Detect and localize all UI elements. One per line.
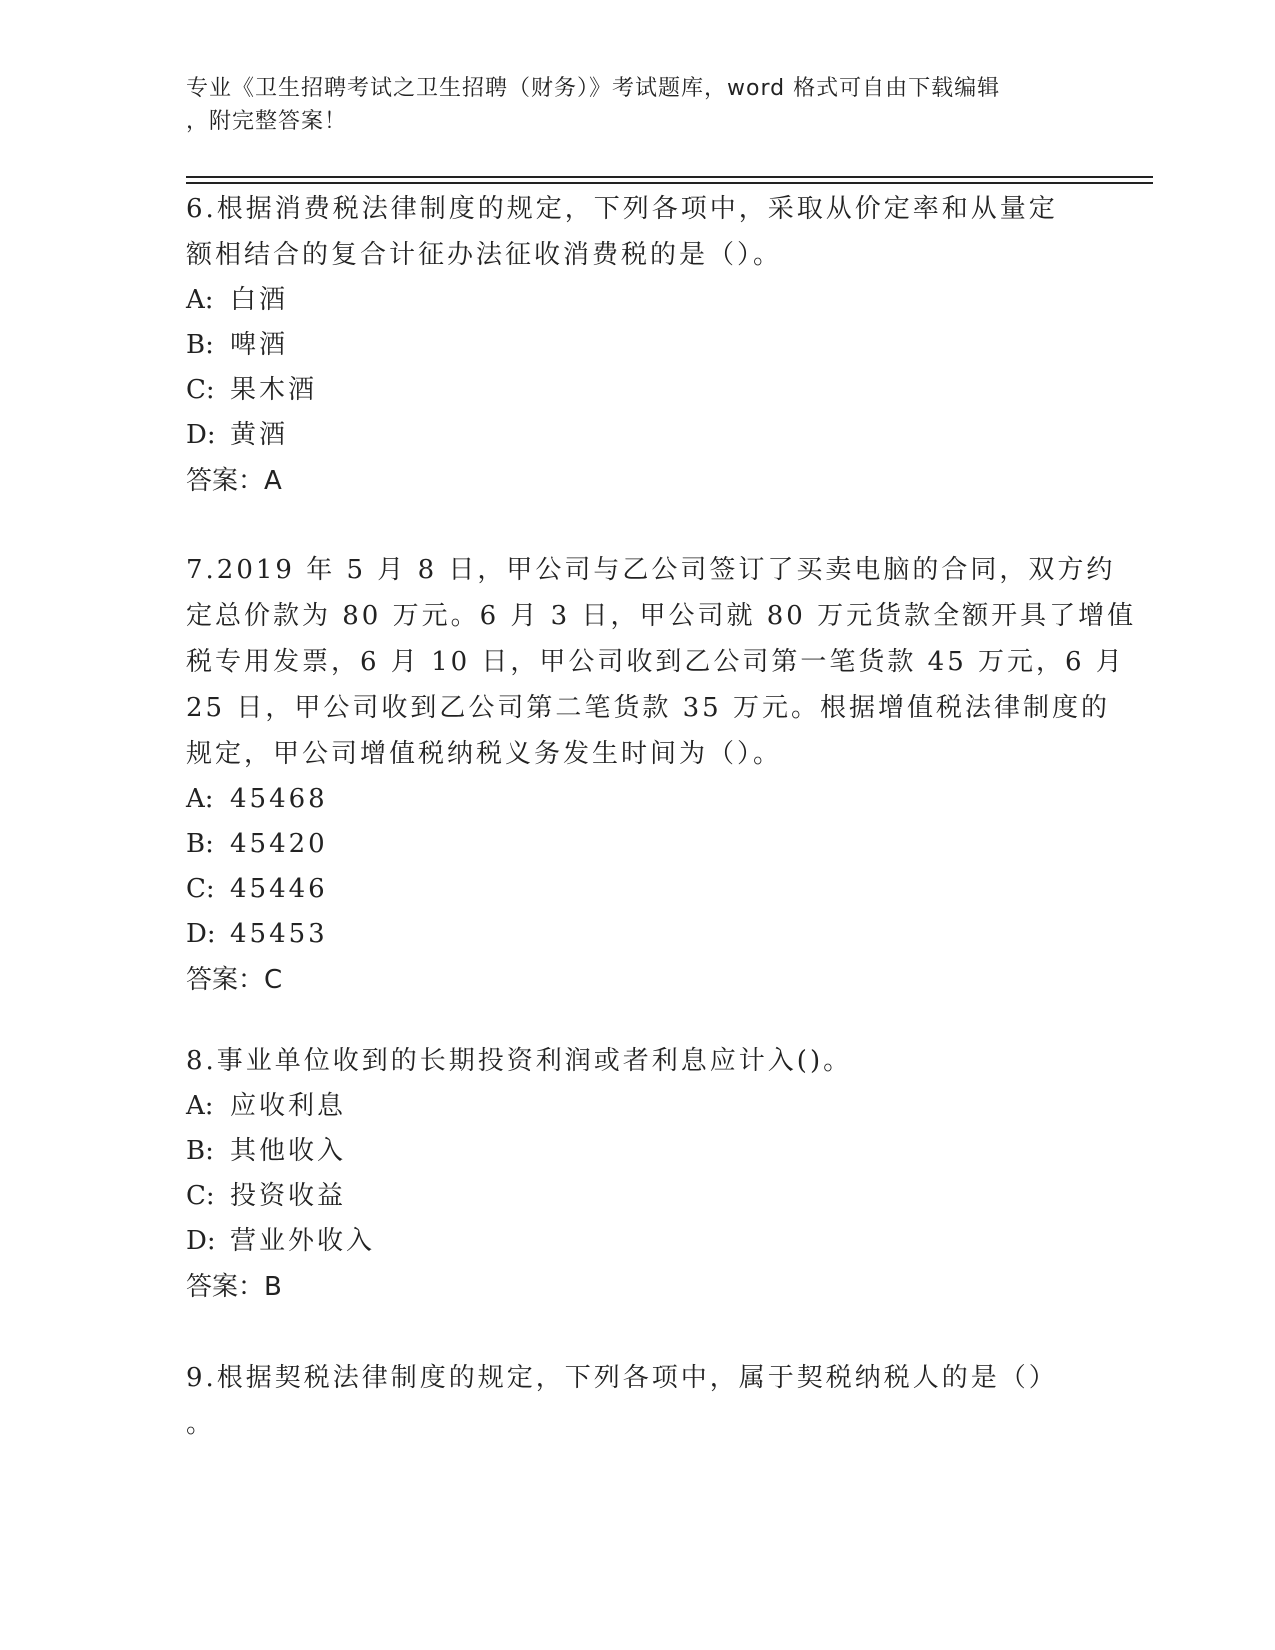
option-b [186, 1129, 1086, 1174]
answer-line: 答案：C [186, 965, 283, 995]
option-a [186, 278, 1086, 323]
header-line-2: ，附完整答案！ [186, 109, 348, 134]
question-6 [186, 186, 1086, 504]
option-key: D: [186, 919, 216, 949]
option-text: 45453 [230, 919, 328, 949]
option-key: D: [186, 1226, 216, 1256]
option-c [186, 867, 1086, 912]
option-a [186, 1084, 1086, 1129]
option-key: B: [186, 330, 214, 360]
header-line-1: 专业《卫生招聘考试之卫生招聘（财务）》考试题库，word 格式可自由下载编辑 [186, 76, 1001, 101]
option-key: C: [186, 1181, 215, 1211]
option-key: C: [186, 375, 215, 405]
option-key: C: [186, 874, 215, 904]
option-key: D: [186, 420, 216, 450]
question-text-line: 9.根据契税法律制度的规定，下列各项中，属于契税纳税人的是（） [186, 1363, 1058, 1393]
option-key: A: [186, 1091, 214, 1121]
option-key: A: [186, 784, 214, 814]
question-text-line: 8.事业单位收到的长期投资利润或者利息应计入()。 [186, 1046, 853, 1076]
question-text-line: 规定，甲公司增值税纳税义务发生时间为（）。 [186, 739, 783, 769]
question-text-line: 税专用发票，6 月 10 日，甲公司收到乙公司第一笔货款 45 万元，6 月 [186, 647, 1125, 677]
option-text: 应收利息 [230, 1091, 347, 1121]
option-text: 果木酒 [230, 375, 318, 405]
option-text: 45420 [230, 829, 328, 859]
header-divider-bottom [186, 182, 1153, 184]
question-text-line: 25 日，甲公司收到乙公司第二笔货款 35 万元。根据增值税法律制度的 [186, 693, 1110, 723]
option-b [186, 323, 1086, 368]
option-text: 啤酒 [230, 330, 289, 360]
question-text-line: 额相结合的复合计征办法征收消费税的是（）。 [186, 240, 783, 270]
option-d [186, 1219, 1086, 1264]
option-text: 白酒 [230, 285, 289, 315]
option-d [186, 413, 1086, 458]
option-text: 45468 [230, 784, 328, 814]
option-a [186, 777, 1086, 822]
question-text-line: 6.根据消费税法律制度的规定，下列各项中，采取从价定率和从量定 [186, 194, 1058, 224]
option-c [186, 368, 1086, 413]
document-header [186, 72, 1066, 138]
option-c [186, 1174, 1086, 1219]
option-d [186, 912, 1086, 957]
option-key: A: [186, 285, 214, 315]
option-key: B: [186, 829, 214, 859]
question-8 [186, 1038, 1086, 1310]
question-text-line: 定总价款为 80 万元。6 月 3 日，甲公司就 80 万元货款全额开具了增值 [186, 601, 1137, 631]
option-text: 投资收益 [230, 1181, 347, 1211]
header-divider-top [186, 176, 1153, 178]
answer-line: 答案：B [186, 1272, 282, 1302]
option-key: B: [186, 1136, 214, 1166]
question-text-line: 7.2019 年 5 月 8 日，甲公司与乙公司签订了买卖电脑的合同，双方约 [186, 555, 1116, 585]
option-b [186, 822, 1086, 867]
question-text-line: 。 [186, 1409, 216, 1439]
option-text: 黄酒 [230, 420, 289, 450]
answer-line: 答案：A [186, 466, 282, 496]
question-9 [186, 1355, 1086, 1447]
option-text: 45446 [230, 874, 328, 904]
option-text: 营业外收入 [230, 1226, 376, 1256]
question-7 [186, 547, 1137, 1003]
option-text: 其他收入 [230, 1136, 347, 1166]
